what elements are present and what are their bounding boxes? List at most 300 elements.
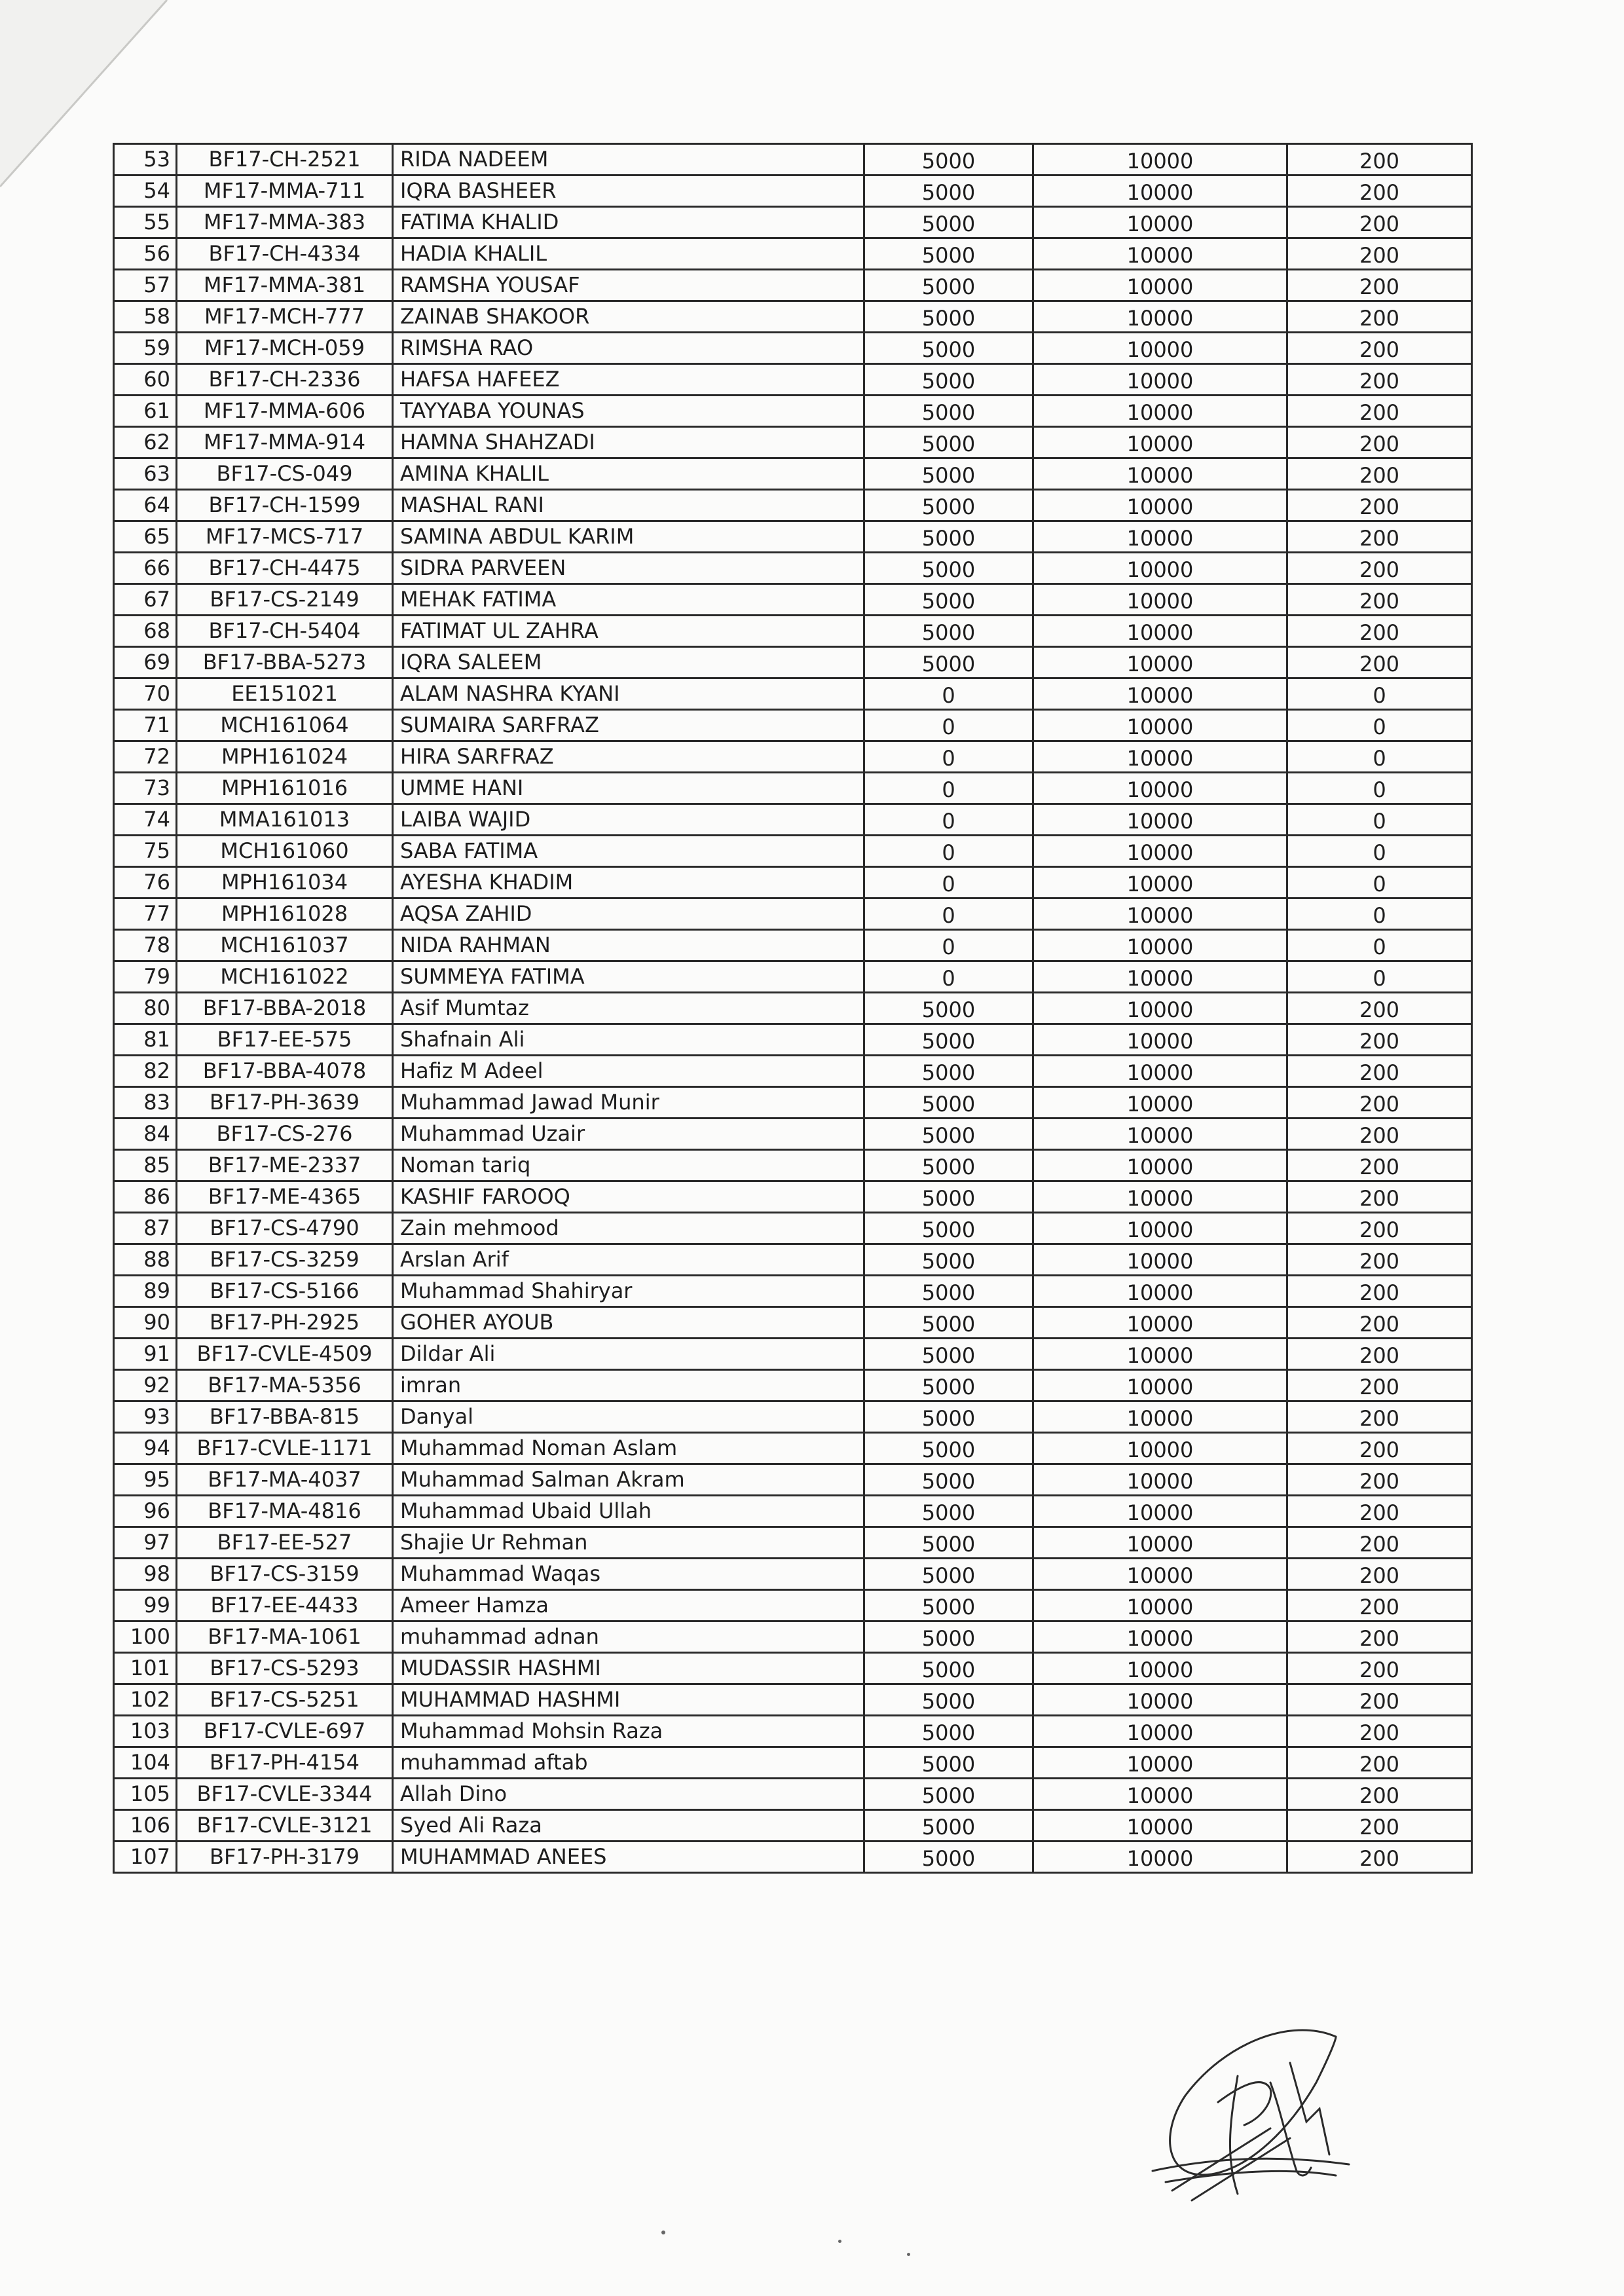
roll-number-cell: BF17-ME-2337 (177, 1150, 393, 1181)
amount-cell-3: 200 (1287, 1716, 1472, 1747)
student-name-cell: MASHAL RANI (393, 490, 864, 521)
amount-cell-2: 10000 (1033, 301, 1287, 333)
table-row (114, 207, 1472, 238)
roll-number-cell: BF17-BBA-4078 (177, 1056, 393, 1087)
amount-cell-1: 5000 (864, 1370, 1033, 1401)
amount-cell-2: 10000 (1033, 678, 1287, 710)
amount-cell-3: 200 (1287, 364, 1472, 396)
serial-number-cell: 73 (114, 773, 177, 804)
student-name-cell: MUDASSIR HASHMI (393, 1653, 864, 1684)
amount-cell-1: 5000 (864, 1590, 1033, 1621)
amount-cell-1: 0 (864, 961, 1033, 993)
roll-number-cell: BF17-PH-2925 (177, 1307, 393, 1339)
amount-cell-3: 200 (1287, 1339, 1472, 1370)
table-row (114, 396, 1472, 427)
table-row (114, 270, 1472, 301)
amount-cell-2: 10000 (1033, 1276, 1287, 1307)
table-row (114, 1056, 1472, 1087)
serial-number-cell: 60 (114, 364, 177, 396)
amount-cell-1: 5000 (864, 1842, 1033, 1873)
serial-number-cell: 89 (114, 1276, 177, 1307)
roll-number-cell: BF17-BBA-2018 (177, 993, 393, 1024)
amount-cell-3: 0 (1287, 836, 1472, 867)
student-name-cell: Muhammad Mohsin Raza (393, 1716, 864, 1747)
amount-cell-3: 200 (1287, 238, 1472, 270)
amount-cell-3: 200 (1287, 301, 1472, 333)
student-name-cell: UMME HANI (393, 773, 864, 804)
amount-cell-2: 10000 (1033, 1621, 1287, 1653)
amount-cell-3: 200 (1287, 1464, 1472, 1496)
amount-cell-3: 200 (1287, 1087, 1472, 1119)
table-row (114, 333, 1472, 364)
serial-number-cell: 92 (114, 1370, 177, 1401)
amount-cell-2: 10000 (1033, 1401, 1287, 1433)
amount-cell-1: 5000 (864, 1464, 1033, 1496)
roll-number-cell: MMA161013 (177, 804, 393, 836)
amount-cell-2: 10000 (1033, 396, 1287, 427)
table-row (114, 301, 1472, 333)
serial-number-cell: 77 (114, 898, 177, 930)
roll-number-cell: BF17-CS-276 (177, 1119, 393, 1150)
amount-cell-1: 0 (864, 773, 1033, 804)
table-row (114, 1810, 1472, 1842)
serial-number-cell: 74 (114, 804, 177, 836)
serial-number-cell: 86 (114, 1181, 177, 1213)
amount-cell-1: 5000 (864, 207, 1033, 238)
amount-cell-1: 5000 (864, 616, 1033, 647)
student-name-cell: GOHER AYOUB (393, 1307, 864, 1339)
serial-number-cell: 90 (114, 1307, 177, 1339)
student-name-cell: Hafiz M Adeel (393, 1056, 864, 1087)
amount-cell-3: 200 (1287, 1150, 1472, 1181)
amount-cell-1: 5000 (864, 238, 1033, 270)
amount-cell-3: 200 (1287, 1244, 1472, 1276)
roll-number-cell: BF17-CVLE-1171 (177, 1433, 393, 1464)
amount-cell-3: 200 (1287, 1024, 1472, 1056)
student-name-cell: Ameer Hamza (393, 1590, 864, 1621)
amount-cell-3: 200 (1287, 1590, 1472, 1621)
serial-number-cell: 65 (114, 521, 177, 553)
table-row (114, 553, 1472, 584)
amount-cell-2: 10000 (1033, 773, 1287, 804)
table-row (114, 1590, 1472, 1621)
roll-number-cell: MCH161037 (177, 930, 393, 961)
amount-cell-3: 200 (1287, 1181, 1472, 1213)
amount-cell-3: 200 (1287, 993, 1472, 1024)
serial-number-cell: 59 (114, 333, 177, 364)
roll-number-cell: BF17-CS-5166 (177, 1276, 393, 1307)
roll-number-cell: BF17-BBA-5273 (177, 647, 393, 678)
student-name-cell: LAIBA WAJID (393, 804, 864, 836)
student-name-cell: Zain mehmood (393, 1213, 864, 1244)
serial-number-cell: 72 (114, 741, 177, 773)
amount-cell-2: 10000 (1033, 1747, 1287, 1779)
amount-cell-2: 10000 (1033, 238, 1287, 270)
student-name-cell: IQRA BASHEER (393, 176, 864, 207)
roll-number-cell: MPH161024 (177, 741, 393, 773)
roll-number-cell: MPH161034 (177, 867, 393, 898)
amount-cell-1: 5000 (864, 1684, 1033, 1716)
table-row (114, 773, 1472, 804)
amount-cell-1: 0 (864, 867, 1033, 898)
serial-number-cell: 61 (114, 396, 177, 427)
table-row (114, 741, 1472, 773)
serial-number-cell: 87 (114, 1213, 177, 1244)
amount-cell-1: 0 (864, 898, 1033, 930)
amount-cell-3: 200 (1287, 1370, 1472, 1401)
serial-number-cell: 100 (114, 1621, 177, 1653)
roll-number-cell: BF17-CS-5293 (177, 1653, 393, 1684)
amount-cell-3: 200 (1287, 1747, 1472, 1779)
amount-cell-2: 10000 (1033, 741, 1287, 773)
amount-cell-3: 200 (1287, 1433, 1472, 1464)
amount-cell-2: 10000 (1033, 1150, 1287, 1181)
amount-cell-1: 5000 (864, 1621, 1033, 1653)
serial-number-cell: 102 (114, 1684, 177, 1716)
amount-cell-1: 5000 (864, 270, 1033, 301)
serial-number-cell: 80 (114, 993, 177, 1024)
amount-cell-1: 0 (864, 710, 1033, 741)
student-name-cell: muhammad adnan (393, 1621, 864, 1653)
amount-cell-2: 10000 (1033, 647, 1287, 678)
amount-cell-2: 10000 (1033, 867, 1287, 898)
student-name-cell: ZAINAB SHAKOOR (393, 301, 864, 333)
amount-cell-1: 5000 (864, 1276, 1033, 1307)
serial-number-cell: 64 (114, 490, 177, 521)
serial-number-cell: 63 (114, 458, 177, 490)
amount-cell-1: 5000 (864, 1716, 1033, 1747)
amount-cell-3: 200 (1287, 1810, 1472, 1842)
roll-number-cell: BF17-PH-3179 (177, 1842, 393, 1873)
student-name-cell: Shajie Ur Rehman (393, 1527, 864, 1559)
amount-cell-3: 200 (1287, 1401, 1472, 1433)
amount-cell-1: 5000 (864, 1496, 1033, 1527)
table-row (114, 616, 1472, 647)
amount-cell-3: 0 (1287, 710, 1472, 741)
amount-cell-2: 10000 (1033, 1244, 1287, 1276)
amount-cell-2: 10000 (1033, 1559, 1287, 1590)
serial-number-cell: 105 (114, 1779, 177, 1810)
student-name-cell: Syed Ali Raza (393, 1810, 864, 1842)
amount-cell-3: 200 (1287, 1527, 1472, 1559)
amount-cell-3: 200 (1287, 616, 1472, 647)
amount-cell-2: 10000 (1033, 1339, 1287, 1370)
amount-cell-1: 5000 (864, 1119, 1033, 1150)
table-row (114, 867, 1472, 898)
table-body (114, 144, 1472, 1873)
roll-number-cell: MPH161016 (177, 773, 393, 804)
student-name-cell: HAFSA HAFEEZ (393, 364, 864, 396)
roll-number-cell: BF17-MA-4037 (177, 1464, 393, 1496)
student-name-cell: imran (393, 1370, 864, 1401)
student-name-cell: MUHAMMAD ANEES (393, 1842, 864, 1873)
fee-record-table (113, 143, 1473, 1874)
table-row (114, 490, 1472, 521)
serial-number-cell: 75 (114, 836, 177, 867)
student-name-cell: SAMINA ABDUL KARIM (393, 521, 864, 553)
amount-cell-3: 0 (1287, 898, 1472, 930)
serial-number-cell: 106 (114, 1810, 177, 1842)
student-name-cell: Muhammad Noman Aslam (393, 1433, 864, 1464)
table-row (114, 1779, 1472, 1810)
student-name-cell: Muhammad Shahiryar (393, 1276, 864, 1307)
roll-number-cell: BF17-CH-4334 (177, 238, 393, 270)
amount-cell-1: 5000 (864, 1087, 1033, 1119)
roll-number-cell: BF17-CH-2336 (177, 364, 393, 396)
amount-cell-1: 5000 (864, 993, 1033, 1024)
serial-number-cell: 82 (114, 1056, 177, 1087)
amount-cell-1: 5000 (864, 1213, 1033, 1244)
roll-number-cell: BF17-CVLE-697 (177, 1716, 393, 1747)
amount-cell-2: 10000 (1033, 584, 1287, 616)
table-row (114, 1087, 1472, 1119)
amount-cell-3: 200 (1287, 207, 1472, 238)
student-name-cell: Muhammad Jawad Munir (393, 1087, 864, 1119)
table-row (114, 961, 1472, 993)
scan-speck (838, 2240, 841, 2243)
amount-cell-2: 10000 (1033, 930, 1287, 961)
amount-cell-3: 200 (1287, 490, 1472, 521)
table-row (114, 678, 1472, 710)
student-name-cell: Muhammad Ubaid Ullah (393, 1496, 864, 1527)
table-row (114, 1024, 1472, 1056)
amount-cell-2: 10000 (1033, 1181, 1287, 1213)
amount-cell-2: 10000 (1033, 490, 1287, 521)
student-name-cell: Asif Mumtaz (393, 993, 864, 1024)
roll-number-cell: BF17-CH-2521 (177, 144, 393, 176)
table-row (114, 1181, 1472, 1213)
amount-cell-1: 5000 (864, 427, 1033, 458)
table-row (114, 1339, 1472, 1370)
serial-number-cell: 93 (114, 1401, 177, 1433)
table-row (114, 1684, 1472, 1716)
amount-cell-1: 5000 (864, 1527, 1033, 1559)
student-name-cell: RIDA NADEEM (393, 144, 864, 176)
amount-cell-2: 10000 (1033, 270, 1287, 301)
table-row (114, 1370, 1472, 1401)
table-row (114, 1496, 1472, 1527)
amount-cell-1: 5000 (864, 144, 1033, 176)
student-name-cell: Allah Dino (393, 1779, 864, 1810)
roll-number-cell: BF17-CS-2149 (177, 584, 393, 616)
roll-number-cell: BF17-CS-4790 (177, 1213, 393, 1244)
amount-cell-2: 10000 (1033, 1684, 1287, 1716)
roll-number-cell: MF17-MMA-914 (177, 427, 393, 458)
student-name-cell: Muhammad Waqas (393, 1559, 864, 1590)
amount-cell-3: 200 (1287, 1842, 1472, 1873)
table-row (114, 710, 1472, 741)
student-name-cell: FATIMAT UL ZAHRA (393, 616, 864, 647)
amount-cell-3: 200 (1287, 584, 1472, 616)
student-name-cell: AYESHA KHADIM (393, 867, 864, 898)
amount-cell-3: 200 (1287, 1056, 1472, 1087)
amount-cell-3: 200 (1287, 1684, 1472, 1716)
serial-number-cell: 79 (114, 961, 177, 993)
student-name-cell: TAYYABA YOUNAS (393, 396, 864, 427)
roll-number-cell: BF17-CVLE-3344 (177, 1779, 393, 1810)
amount-cell-2: 10000 (1033, 1653, 1287, 1684)
roll-number-cell: MF17-MCH-777 (177, 301, 393, 333)
table-row (114, 176, 1472, 207)
amount-cell-3: 0 (1287, 741, 1472, 773)
roll-number-cell: BF17-CH-4475 (177, 553, 393, 584)
student-name-cell: KASHIF FAROOQ (393, 1181, 864, 1213)
serial-number-cell: 67 (114, 584, 177, 616)
amount-cell-2: 10000 (1033, 616, 1287, 647)
table-row (114, 1842, 1472, 1873)
table-row (114, 1433, 1472, 1464)
serial-number-cell: 57 (114, 270, 177, 301)
serial-number-cell: 95 (114, 1464, 177, 1496)
amount-cell-2: 10000 (1033, 898, 1287, 930)
roll-number-cell: BF17-PH-4154 (177, 1747, 393, 1779)
student-name-cell: HAMNA SHAHZADI (393, 427, 864, 458)
amount-cell-1: 5000 (864, 1747, 1033, 1779)
student-name-cell: muhammad aftab (393, 1747, 864, 1779)
roll-number-cell: MF17-MMA-711 (177, 176, 393, 207)
amount-cell-1: 0 (864, 836, 1033, 867)
scan-speck (907, 2253, 910, 2256)
amount-cell-2: 10000 (1033, 176, 1287, 207)
table-row (114, 364, 1472, 396)
amount-cell-3: 200 (1287, 427, 1472, 458)
roll-number-cell: BF17-EE-527 (177, 1527, 393, 1559)
table-row (114, 1150, 1472, 1181)
student-name-cell: Dildar Ali (393, 1339, 864, 1370)
table-row (114, 1559, 1472, 1590)
table-row (114, 1527, 1472, 1559)
roll-number-cell: MF17-MMA-383 (177, 207, 393, 238)
amount-cell-1: 5000 (864, 1024, 1033, 1056)
roll-number-cell: MCH161064 (177, 710, 393, 741)
student-name-cell: HIRA SARFRAZ (393, 741, 864, 773)
amount-cell-3: 200 (1287, 1559, 1472, 1590)
student-name-cell: MEHAK FATIMA (393, 584, 864, 616)
serial-number-cell: 66 (114, 553, 177, 584)
student-name-cell: RIMSHA RAO (393, 333, 864, 364)
table-row (114, 1213, 1472, 1244)
amount-cell-2: 10000 (1033, 207, 1287, 238)
student-name-cell: SIDRA PARVEEN (393, 553, 864, 584)
amount-cell-2: 10000 (1033, 1716, 1287, 1747)
table-row (114, 1307, 1472, 1339)
amount-cell-2: 10000 (1033, 1433, 1287, 1464)
amount-cell-3: 200 (1287, 553, 1472, 584)
roll-number-cell: BF17-MA-4816 (177, 1496, 393, 1527)
amount-cell-1: 5000 (864, 1339, 1033, 1370)
amount-cell-2: 10000 (1033, 710, 1287, 741)
roll-number-cell: MF17-MMA-381 (177, 270, 393, 301)
table-row (114, 238, 1472, 270)
table-row (114, 144, 1472, 176)
roll-number-cell: EE151021 (177, 678, 393, 710)
amount-cell-3: 200 (1287, 176, 1472, 207)
amount-cell-2: 10000 (1033, 333, 1287, 364)
fee-record-table-wrapper (113, 143, 1471, 1874)
amount-cell-1: 5000 (864, 521, 1033, 553)
amount-cell-2: 10000 (1033, 364, 1287, 396)
table-row (114, 1401, 1472, 1433)
amount-cell-1: 5000 (864, 490, 1033, 521)
amount-cell-3: 200 (1287, 144, 1472, 176)
roll-number-cell: MCH161022 (177, 961, 393, 993)
serial-number-cell: 103 (114, 1716, 177, 1747)
serial-number-cell: 99 (114, 1590, 177, 1621)
serial-number-cell: 69 (114, 647, 177, 678)
roll-number-cell: MPH161028 (177, 898, 393, 930)
serial-number-cell: 76 (114, 867, 177, 898)
roll-number-cell: MF17-MCH-059 (177, 333, 393, 364)
serial-number-cell: 55 (114, 207, 177, 238)
amount-cell-3: 200 (1287, 458, 1472, 490)
amount-cell-3: 200 (1287, 1621, 1472, 1653)
amount-cell-1: 0 (864, 804, 1033, 836)
roll-number-cell: BF17-BBA-815 (177, 1401, 393, 1433)
amount-cell-3: 200 (1287, 1213, 1472, 1244)
serial-number-cell: 83 (114, 1087, 177, 1119)
student-name-cell: MUHAMMAD HASHMI (393, 1684, 864, 1716)
serial-number-cell: 54 (114, 176, 177, 207)
roll-number-cell: BF17-CVLE-3121 (177, 1810, 393, 1842)
student-name-cell: SUMMEYA FATIMA (393, 961, 864, 993)
scan-speck (661, 2231, 665, 2234)
amount-cell-3: 200 (1287, 1276, 1472, 1307)
amount-cell-3: 0 (1287, 930, 1472, 961)
table-row (114, 427, 1472, 458)
serial-number-cell: 98 (114, 1559, 177, 1590)
roll-number-cell: BF17-CS-3159 (177, 1559, 393, 1590)
roll-number-cell: MF17-MMA-606 (177, 396, 393, 427)
amount-cell-2: 10000 (1033, 1590, 1287, 1621)
amount-cell-1: 0 (864, 930, 1033, 961)
amount-cell-2: 10000 (1033, 836, 1287, 867)
student-name-cell: Arslan Arif (393, 1244, 864, 1276)
amount-cell-3: 200 (1287, 1779, 1472, 1810)
table-row (114, 1276, 1472, 1307)
student-name-cell: AMINA KHALIL (393, 458, 864, 490)
serial-number-cell: 107 (114, 1842, 177, 1873)
amount-cell-3: 0 (1287, 961, 1472, 993)
serial-number-cell: 91 (114, 1339, 177, 1370)
amount-cell-1: 5000 (864, 333, 1033, 364)
amount-cell-2: 10000 (1033, 1024, 1287, 1056)
amount-cell-3: 0 (1287, 678, 1472, 710)
serial-number-cell: 84 (114, 1119, 177, 1150)
amount-cell-2: 10000 (1033, 553, 1287, 584)
roll-number-cell: MF17-MCS-717 (177, 521, 393, 553)
amount-cell-1: 5000 (864, 364, 1033, 396)
amount-cell-1: 0 (864, 678, 1033, 710)
roll-number-cell: BF17-CH-1599 (177, 490, 393, 521)
serial-number-cell: 70 (114, 678, 177, 710)
roll-number-cell: BF17-EE-575 (177, 1024, 393, 1056)
amount-cell-2: 10000 (1033, 1307, 1287, 1339)
roll-number-cell: BF17-ME-4365 (177, 1181, 393, 1213)
table-row (114, 1464, 1472, 1496)
roll-number-cell: BF17-MA-5356 (177, 1370, 393, 1401)
amount-cell-2: 10000 (1033, 961, 1287, 993)
amount-cell-1: 5000 (864, 1307, 1033, 1339)
amount-cell-1: 5000 (864, 584, 1033, 616)
roll-number-cell: BF17-CS-049 (177, 458, 393, 490)
amount-cell-1: 5000 (864, 647, 1033, 678)
serial-number-cell: 101 (114, 1653, 177, 1684)
amount-cell-1: 5000 (864, 1056, 1033, 1087)
amount-cell-3: 200 (1287, 1307, 1472, 1339)
amount-cell-2: 10000 (1033, 1370, 1287, 1401)
amount-cell-1: 5000 (864, 1433, 1033, 1464)
student-name-cell: FATIMA KHALID (393, 207, 864, 238)
